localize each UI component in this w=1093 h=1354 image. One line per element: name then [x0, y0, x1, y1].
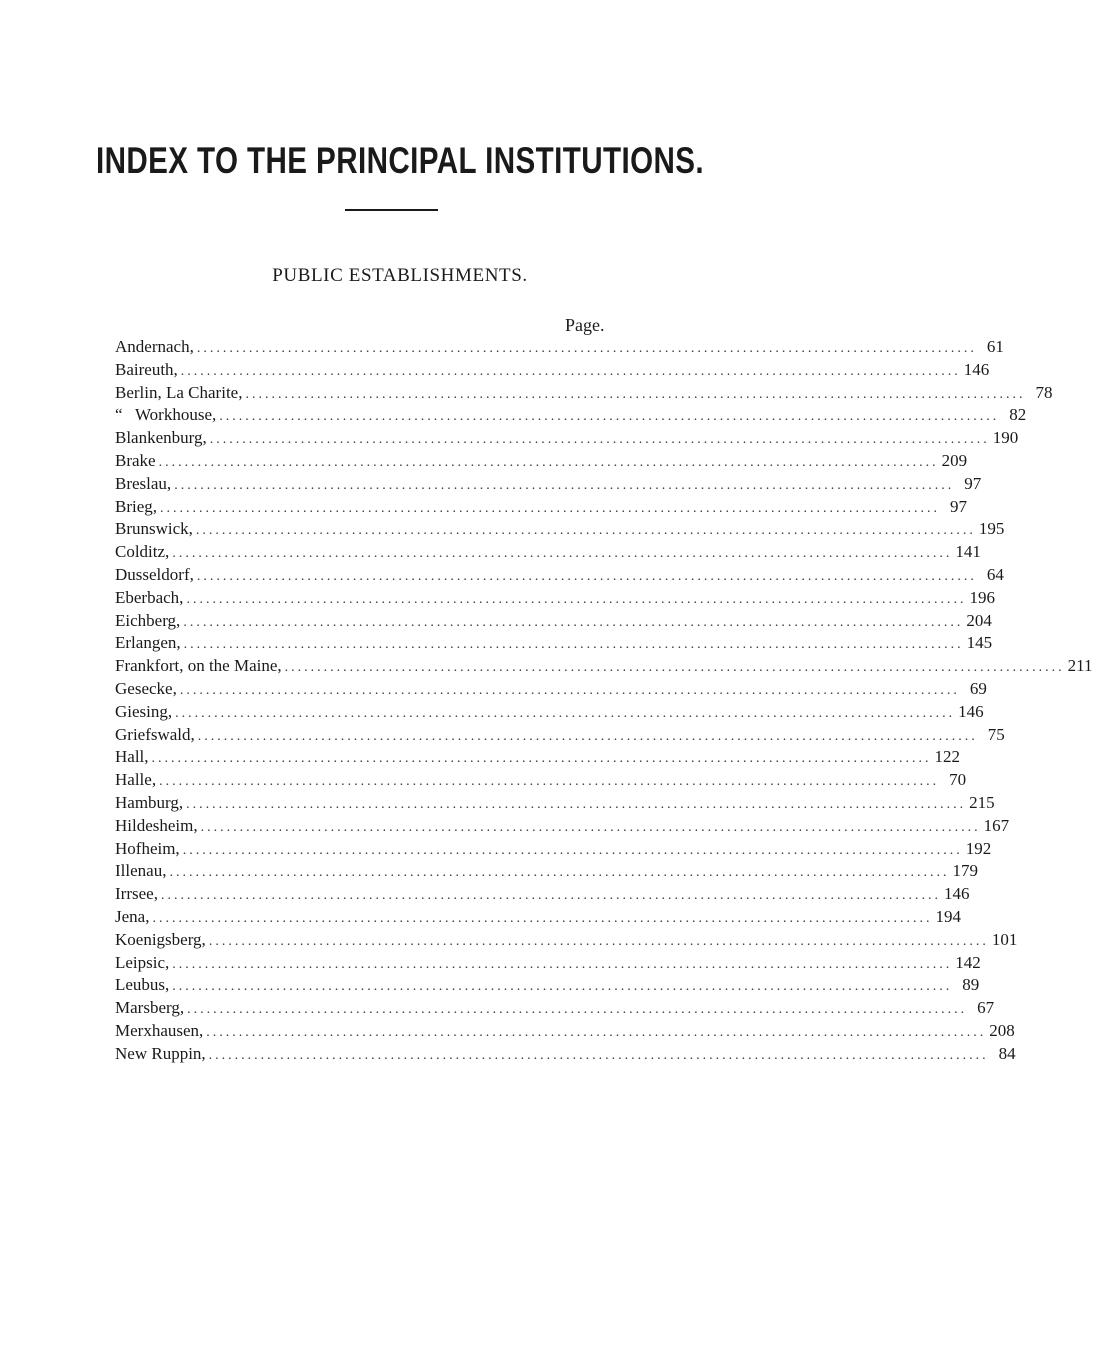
entry-name: Blankenburg,	[115, 428, 207, 448]
index-entry	[115, 746, 961, 769]
index-entry	[115, 997, 995, 1020]
entry-page-number: 67	[977, 998, 995, 1018]
index-entry	[115, 838, 992, 861]
index-entry	[115, 518, 1005, 541]
entry-name: “ Workhouse,	[115, 405, 217, 425]
entry-name: Irrsee,	[115, 884, 158, 904]
entry-page-number: 142	[955, 952, 981, 972]
index-entry	[115, 427, 1019, 450]
entry-name: New Ruppin,	[115, 1043, 206, 1063]
entry-page-number: 194	[935, 906, 961, 926]
entry-name: Leipsic,	[115, 952, 170, 972]
entry-page-number: 97	[964, 473, 982, 493]
entry-page-number: 146	[963, 359, 990, 379]
entry-page-number: 145	[966, 633, 993, 653]
dot-leader: ........................................................................................................................	[158, 454, 939, 470]
page-title: INDEX TO THE PRINCIPAL INSTITUTIONS.	[95, 140, 705, 181]
entry-name: Frankfort, on the Maine,	[115, 656, 282, 676]
dot-leader: ........................................................................................................................	[208, 1047, 989, 1063]
entry-page-number: 101	[991, 929, 1018, 949]
dot-leader: ........................................................................................................................	[196, 341, 977, 356]
index-entry	[115, 815, 1010, 838]
entry-page-number: 167	[983, 815, 1010, 835]
index-entry	[115, 974, 980, 997]
dot-leader: ........................................................................................................................	[195, 523, 976, 539]
dot-leader: ........................................................................................................................	[196, 568, 977, 584]
entry-name: Merxhausen,	[115, 1020, 204, 1040]
dot-leader: ........................................................................................................................	[183, 637, 964, 653]
index-entry	[115, 450, 968, 473]
dot-leader: ........................................................................................................................	[187, 1002, 968, 1018]
dot-leader: ........................................................................................................................	[197, 728, 978, 744]
entry-page-number: 89	[962, 975, 980, 995]
entry-page-number: 209	[941, 450, 968, 470]
dot-leader: ........................................................................................................................	[179, 682, 960, 698]
index-entry	[115, 929, 1018, 952]
index-entry	[115, 792, 995, 815]
dot-leader: ........................................................................................................................	[172, 546, 953, 562]
index-entry	[115, 769, 967, 792]
section-subtitle: PUBLIC ESTABLISHMENTS.	[272, 265, 528, 286]
entry-name: Hamburg,	[115, 792, 184, 812]
entry-name: Illenau,	[115, 861, 167, 881]
entry-page-number: 84	[998, 1043, 1016, 1063]
entry-page-number: 78	[1035, 382, 1053, 402]
entry-page-number: 192	[965, 838, 992, 858]
entry-page-number: 141	[955, 542, 981, 562]
entry-page-number: 61	[986, 337, 1004, 356]
index-list	[115, 336, 1093, 1066]
entry-name: Erlangen,	[115, 633, 181, 653]
index-entry	[115, 404, 1027, 427]
dot-leader: ........................................................................................................................	[219, 409, 1000, 425]
index-entry	[115, 541, 981, 564]
entry-name: Berlin, La Charite,	[115, 382, 243, 402]
entry-name: Koenigsberg,	[115, 929, 206, 949]
page-column-label: Page.	[565, 315, 605, 335]
entry-name: Giesing,	[115, 701, 173, 721]
entry-name: Colditz,	[115, 542, 170, 562]
dot-leader: ........................................................................................................................	[169, 865, 950, 881]
entry-name: Halle,	[115, 770, 157, 790]
entry-name: Gesecke,	[115, 678, 177, 698]
entry-page-number: 190	[992, 428, 1019, 448]
entry-name: Brake	[115, 450, 156, 470]
entry-page-number: 208	[989, 1020, 1015, 1040]
index-entry	[115, 473, 982, 496]
entry-name: Eichberg,	[115, 610, 181, 630]
dot-leader: ........................................................................................................................	[186, 796, 967, 812]
entry-page-number: 196	[969, 587, 995, 607]
index-entry	[115, 655, 1093, 678]
index-entry	[115, 336, 1004, 359]
index-entry	[115, 564, 1004, 587]
entry-name: Marsberg,	[115, 998, 185, 1018]
entry-page-number: 82	[1009, 405, 1027, 425]
title-divider	[345, 209, 438, 211]
entry-name: Hildesheim,	[115, 815, 198, 835]
entry-name: Baireuth,	[115, 359, 178, 379]
entry-page-number: 75	[987, 724, 1005, 744]
entry-name: Jena,	[115, 906, 150, 926]
dot-leader: ........................................................................................................................	[175, 705, 956, 721]
entry-name: Leubus,	[115, 975, 170, 995]
index-entry	[115, 883, 970, 906]
dot-leader: ........................................................................................................................	[172, 979, 953, 995]
entry-page-number: 146	[943, 884, 970, 904]
dot-leader: ........................................................................................................................	[206, 1024, 987, 1040]
index-entry	[115, 678, 987, 701]
entry-page-number: 70	[949, 770, 967, 790]
index-entry	[115, 359, 990, 382]
entry-name: Brieg,	[115, 496, 158, 516]
entry-page-number: 122	[934, 747, 961, 767]
entry-name: Eberbach,	[115, 587, 184, 607]
index-entry	[115, 860, 978, 883]
entry-name: Andernach,	[115, 337, 194, 356]
dot-leader: ........................................................................................................................	[174, 477, 955, 493]
index-entry	[115, 382, 1053, 405]
dot-leader: ........................................................................................................................	[160, 888, 941, 904]
entry-page-number: 195	[978, 519, 1005, 539]
index-entry	[115, 1043, 1016, 1066]
index-entry	[115, 952, 981, 975]
entry-name: Hofheim,	[115, 838, 180, 858]
entry-page-number: 64	[986, 564, 1004, 584]
index-entry	[115, 724, 1005, 747]
dot-leader: ........................................................................................................................	[159, 774, 940, 790]
entry-page-number: 211	[1067, 656, 1093, 676]
entry-page-number: 97	[950, 496, 968, 516]
dot-leader: ........................................................................................................................	[186, 591, 967, 607]
entry-page-number: 204	[966, 610, 992, 630]
entry-name: Brunswick,	[115, 519, 193, 539]
entry-name: Hall,	[115, 747, 149, 767]
index-entry	[115, 906, 961, 929]
entry-name: Breslau,	[115, 473, 172, 493]
dot-leader: ........................................................................................................................	[151, 751, 932, 767]
entry-page-number: 179	[952, 861, 978, 881]
index-entry	[115, 496, 968, 519]
entry-name: Griefswald,	[115, 724, 195, 744]
entry-page-number: 146	[958, 701, 984, 721]
dot-leader: ........................................................................................................................	[209, 432, 990, 448]
dot-leader: ........................................................................................................................	[152, 910, 933, 926]
dot-leader: ........................................................................................................................	[183, 614, 964, 630]
entry-page-number: 215	[969, 792, 995, 812]
dot-leader: ........................................................................................................................	[208, 933, 989, 949]
dot-leader: ........................................................................................................................	[160, 500, 941, 516]
dot-leader: ........................................................................................................................	[284, 660, 1065, 676]
dot-leader: ........................................................................................................................	[172, 956, 953, 972]
entry-page-number: 69	[969, 678, 987, 698]
index-entry	[115, 610, 992, 633]
index-entry	[115, 632, 993, 655]
index-entry	[115, 701, 984, 724]
entry-name: Dusseldorf,	[115, 564, 194, 584]
dot-leader: ........................................................................................................................	[200, 819, 981, 835]
dot-leader: ........................................................................................................................	[182, 842, 963, 858]
dot-leader: ........................................................................................................................	[245, 386, 1026, 402]
index-entry	[115, 1020, 1015, 1043]
index-entry	[115, 587, 995, 610]
dot-leader: ........................................................................................................................	[180, 363, 961, 379]
